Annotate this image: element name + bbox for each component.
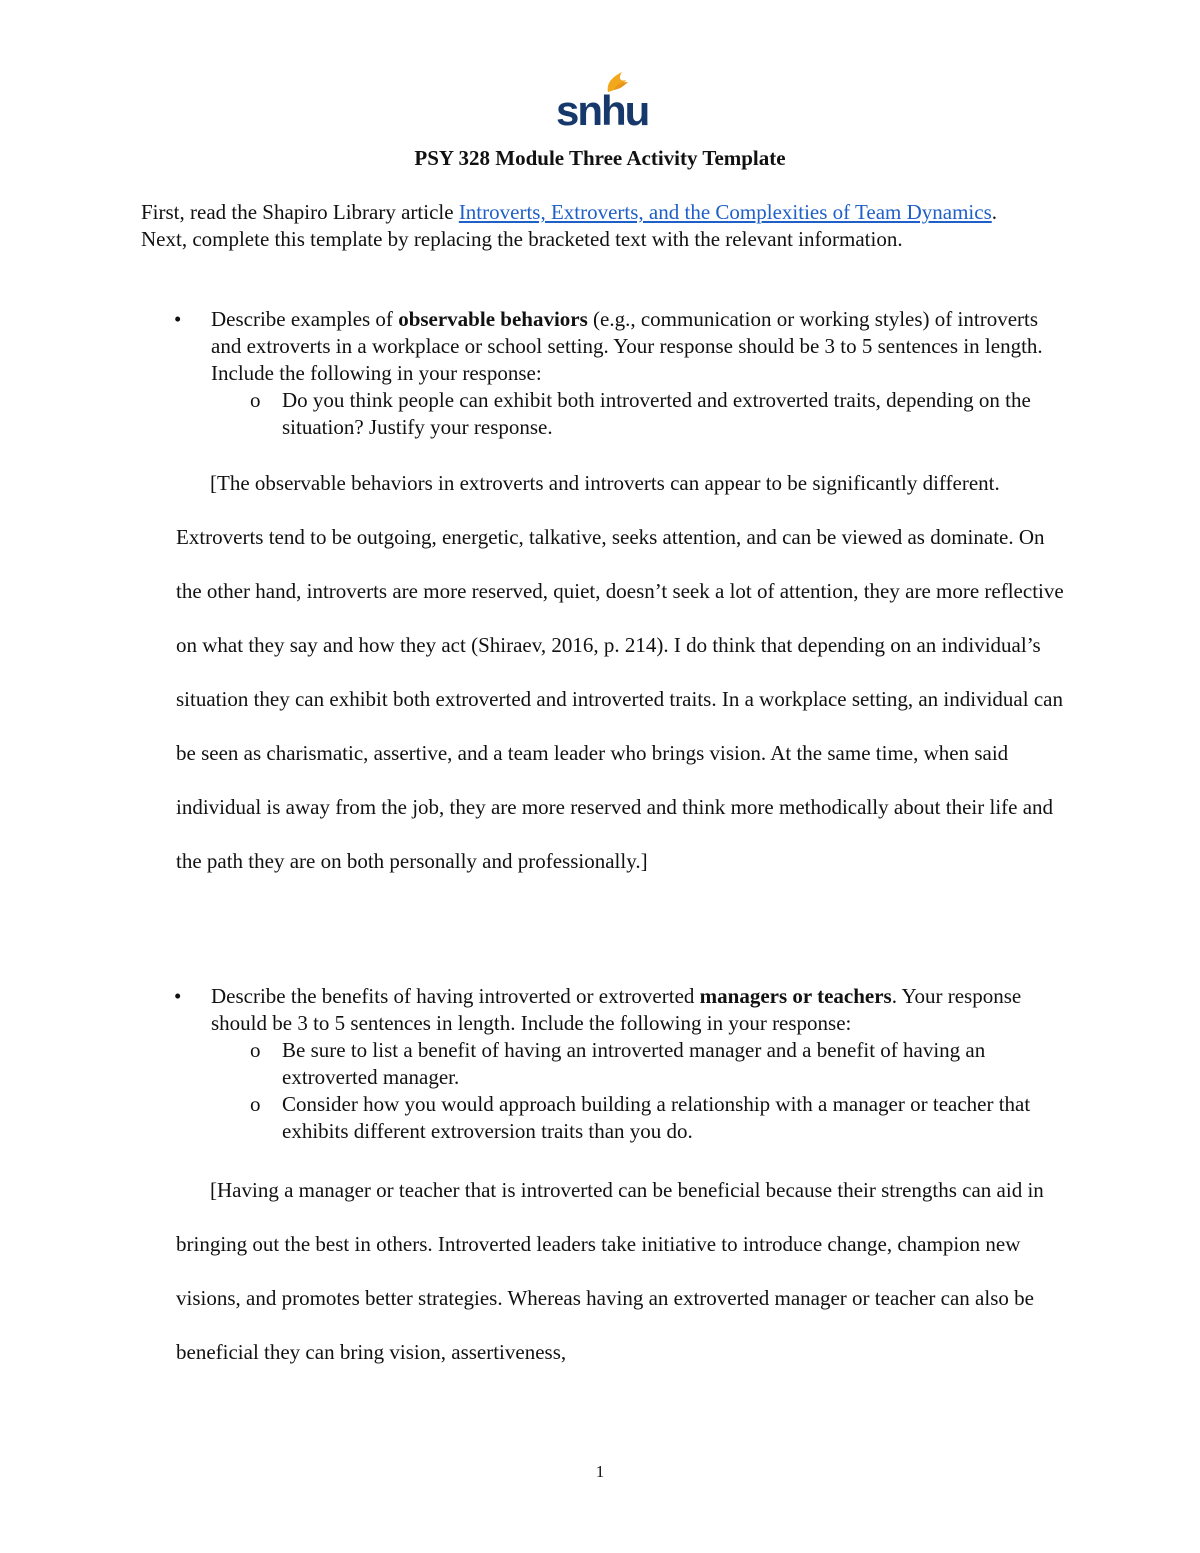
sub-bullet-icon: o [250, 388, 261, 412]
section2-prompt-bold: managers or teachers [699, 984, 892, 1008]
sub-bullet-icon: o [250, 1038, 261, 1062]
page-title: PSY 328 Module Three Activity Template [414, 146, 786, 170]
bullet-icon: • [174, 984, 182, 1008]
snhu-logo [556, 72, 649, 134]
section2-prompt-after: . Your response should be 3 to 5 sentences in length. Include the following in your response: [211, 984, 1022, 1035]
section1-answer: [The observable behaviors in extroverts and introverts can appear to be significantly different. Extroverts tend to be outgoing, energetic, talkative, seeks attention, and can be viewed as dominate. On the other hand, introverts are more reserved, quiet, doesn’t seek a lot of attention, they are more reflective on what they say and how they act (Shiraev, 2016, p. 214). I do think that depending on an individual’s situation they can exhibit both extroverted and introverted traits. In a workplace setting, an individual can be seen as charismatic, assertive, and a team leader who brings vision. At the same time, when said individual is away from the job, they are more reserved and think more methodically about their life and the path they are on both personally and professionally.] [176, 471, 1064, 873]
section2-sub-item-1 [250, 1037, 1061, 1091]
section2-answer: [Having a manager or teacher that is introverted can be beneficial because their strengths can aid in bringing out the best in others. Introverted leaders take initiative to introduce change, champion new visions, and promotes better strategies. Whereas having an extroverted manager or teacher can also be beneficial they can bring vision, assertiveness, [176, 1178, 1044, 1364]
section1-prompt-bold: observable behaviors [398, 307, 588, 331]
page-number: 1 [595, 1462, 605, 1481]
logo-wordmark: snhu [556, 87, 649, 134]
intro-text-before: First, read the Shapiro Library article [141, 200, 459, 224]
bullet-icon: • [174, 307, 182, 331]
section2-sub-text-2: Consider how you would approach building a relationship with a manager or teacher that exhibits different extroversion traits than you do. [282, 1092, 1031, 1143]
section1-prompt-before: Describe examples of [211, 307, 399, 331]
section2-sub-item-2 [250, 1091, 1061, 1145]
article-link[interactable]: Introverts, Extroverts, and the Complexities of Team Dynamics [458, 200, 992, 224]
intro-paragraph [141, 199, 1021, 253]
section2-prompt [174, 983, 1061, 1145]
section1-prompt [174, 306, 1061, 441]
section2-prompt-before: Describe the benefits of having introverted or extroverted [211, 984, 700, 1008]
intro-text-after: . Next, complete this template by replacing the bracketed text with the relevant information. [141, 200, 997, 251]
section1-sub-item [250, 387, 1061, 441]
sub-bullet-icon: o [250, 1092, 261, 1116]
section2-sub-text-1: Be sure to list a benefit of having an introverted manager and a benefit of having an extroverted manager. [282, 1038, 986, 1089]
section1-sub-text: Do you think people can exhibit both introverted and extroverted traits, depending on the situation? Justify your response. [282, 388, 1031, 439]
section1-prompt-after: (e.g., communication or working styles) of introverts and extroverts in a workplace or school setting. Your response should be 3 to 5 sentences in length. Include the following in your response: [211, 307, 1043, 385]
